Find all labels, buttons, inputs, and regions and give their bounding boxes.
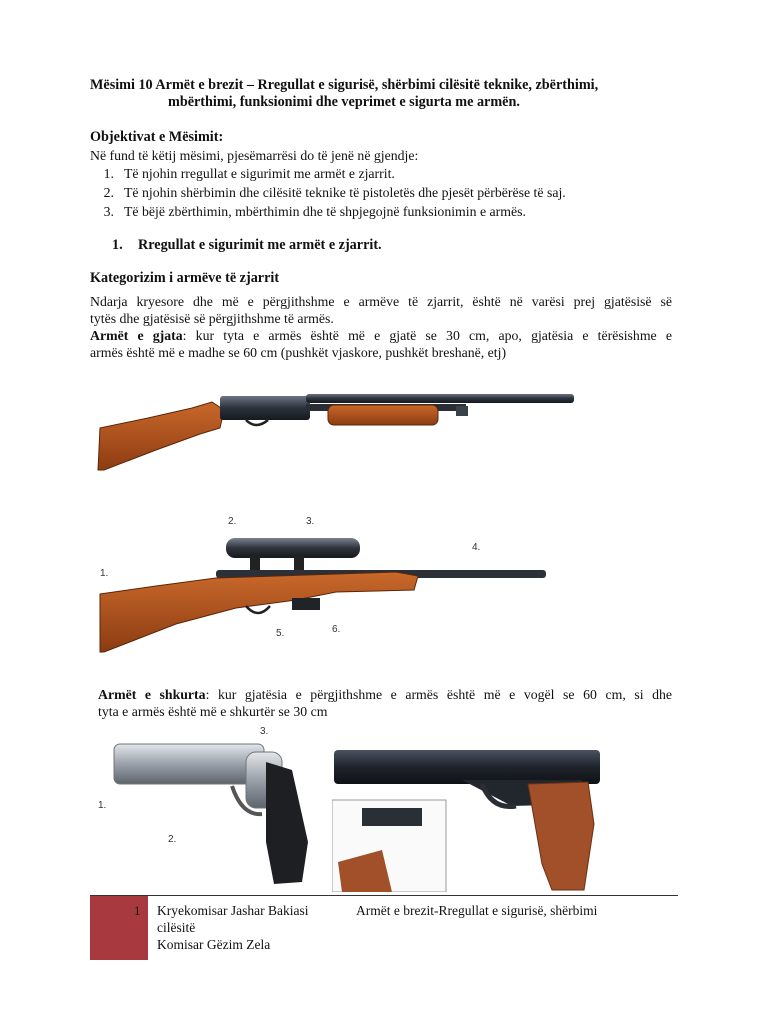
shotgun-image (96, 388, 576, 476)
rifle-image (96, 512, 548, 660)
section-heading: 1. Rregullat e sigurimit me armët e zjarrit. (112, 237, 382, 253)
objectives-intro: Në fund të këtij mësimi, pjesëmarrësi do të jenë në gjendje: (90, 148, 419, 163)
rifle-label-3: 3. (306, 516, 315, 527)
pistol-image (332, 744, 608, 892)
revolver-label-3: 3. (260, 726, 269, 737)
short-arms-paragraph: Armët e shkurta: kur gjatësia e përgjithshme e armës është më e vogël se 60 cm, si dhe tyta e armës është më e shkurtër se 30 cm (98, 687, 673, 719)
rifle-label-5: 5. (276, 628, 285, 639)
revolver-image (96, 722, 326, 892)
list-item: 1. Të njohin rregullat e sigurimit me armët e zjarrit. (103, 166, 395, 181)
categorization-heading: Kategorizim i armëve të zjarrit (90, 270, 280, 286)
revolver-label-1: 1. (98, 800, 107, 811)
rifle-label-1: 1. (100, 568, 109, 579)
long-arms-paragraph: Armët e gjata: kur tyta e armës është më e gjatë se 30 cm, apo, gjatësia e tërësishme e armës është më e madhe se 60 cm (pushkët vjaskore, pushkët breshanë, etj) (90, 328, 672, 360)
footer-divider (90, 895, 678, 896)
lesson-title-line1: Mësimi 10 Armët e brezit – Rregullat e sigurisë, shërbimi cilësitë teknike, zbërthimi, (90, 77, 599, 93)
rifle-label-2: 2. (228, 516, 237, 527)
long-arms-term: Armët e gjata (90, 328, 183, 343)
objectives-heading: Objektivat e Mësimit: (90, 129, 224, 145)
objectives-list (90, 164, 566, 221)
lesson-title-line2: mbërthimi, funksionimi dhe veprimet e sigurta me armën. (168, 94, 520, 110)
page-number: 1 (134, 903, 141, 918)
footer-authors: Kryekomisar Jashar Bakiasi cilësitë Komisar Gëzim Zela (157, 903, 309, 952)
categorization-paragraph: Ndarja kryesore dhe më e përgjithshme e armëve të zjarrit, është në varësi prej gjatësisë së tytës dhe gjatësisë së përgjithshme të armës. (90, 294, 672, 326)
list-item: 2. Të njohin shërbimin dhe cilësitë teknike të pistoletës dhe pjesët përbërëse të saj. (103, 185, 566, 200)
short-arms-term: Armët e shkurta (98, 687, 206, 702)
footer-title: Armët e brezit-Rregullat e sigurisë, shërbimi (356, 903, 598, 918)
rifle-label-6: 6. (332, 624, 341, 635)
lesson-title (90, 77, 690, 111)
revolver-label-2: 2. (168, 834, 177, 845)
rifle-label-4: 4. (472, 542, 481, 553)
list-item: 3. Të bëjë zbërthimin, mbërthimin dhe të shpjegojnë funksionimin e armës. (103, 204, 526, 219)
